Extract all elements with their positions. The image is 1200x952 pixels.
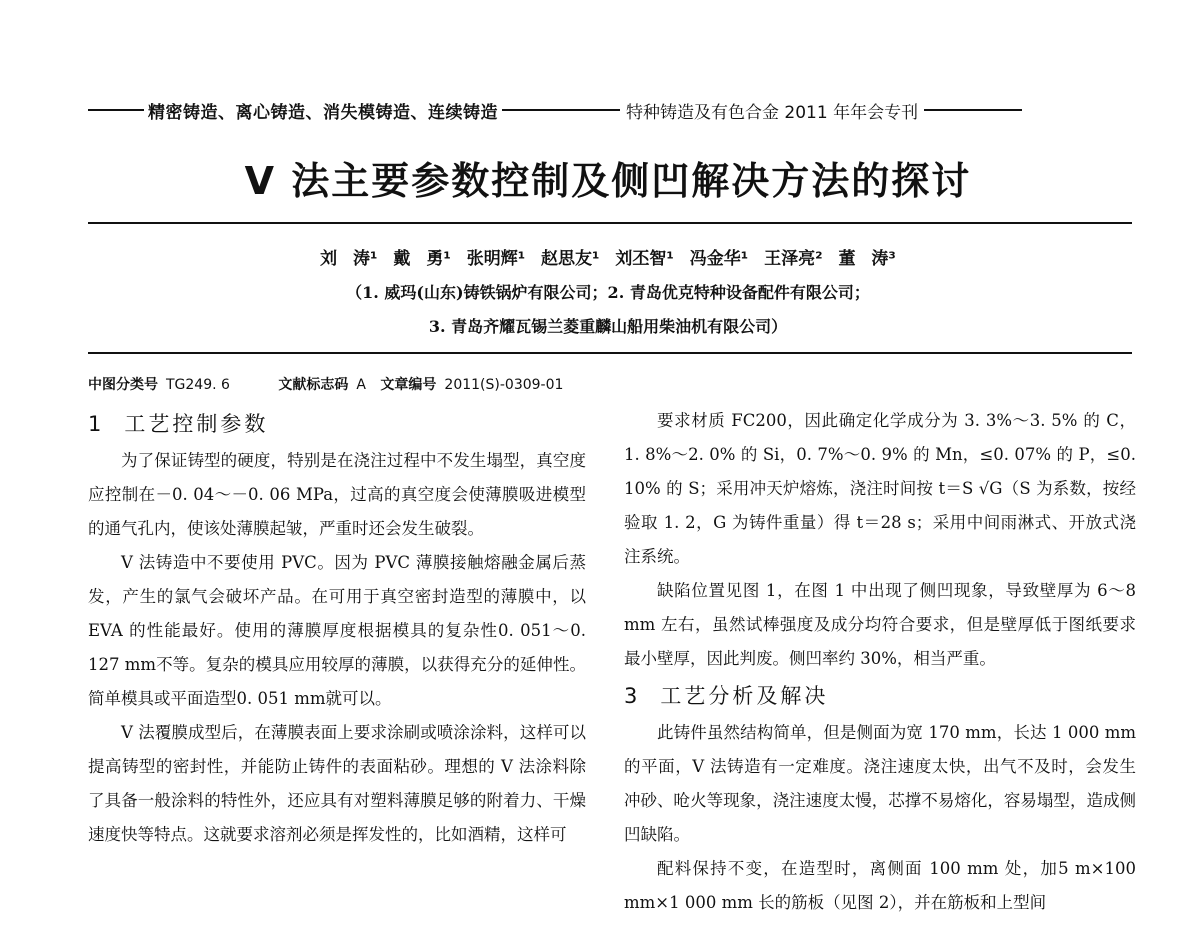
running-head-rule-left <box>88 109 144 111</box>
author-list: 刘 涛¹ 戴 勇¹ 张明辉¹ 赵思友¹ 刘丕智¹ 冯金华¹ 王泽亮² 董 涛³ <box>320 249 896 269</box>
affiliation-line-1: （1. 威玛(山东)铸铁锅炉有限公司；2. 青岛优克特种设备配件有限公司； <box>346 283 870 302</box>
section-1-heading <box>88 404 586 444</box>
clc-value: TG249. 6 <box>166 377 230 393</box>
article-number-label: 文章编号 <box>380 377 437 393</box>
paragraph: 此铸件虽然结构简单，但是侧面为宽 170 mm，长达 1 000 mm 的平面，V 法铸造有一定难度。浇注速度太快，出气不及时，会发生冲砂、呛火等现象，浇注速度太慢，芯撑不易熔化，容易塌型，造成侧凹缺陷。 <box>624 723 1136 844</box>
affiliation-line-2: 3. 青岛齐耀瓦锡兰菱重麟山船用柴油机有限公司） <box>428 317 788 336</box>
paragraph: 为了保证铸型的硬度，特别是在浇注过程中不发生塌型，真空度应控制在－0. 04～－0. 06 MPa，过高的真空度会使薄膜吸进模型的通气孔内，使该处薄膜起皱，严重时还会发生破裂。 <box>88 451 586 538</box>
section-3-title: 工艺分析及解决 <box>660 684 829 708</box>
article-metadata <box>88 374 1128 394</box>
paragraph: 缺陷位置见图 1，在图 1 中出现了侧凹现象，导致壁厚为 6～8 mm 左右，虽然试棒强度及成分均符合要求，但是壁厚低于图纸要求最小壁厚，因此判废。侧凹率约 30%，相当严重。 <box>624 581 1136 668</box>
running-head <box>88 96 1128 124</box>
header-divider <box>88 352 1132 354</box>
doc-code-value: A <box>356 377 366 393</box>
paragraph: 要求材质 FC200，因此确定化学成分为 3. 3%～3. 5% 的 C，1. 8%～2. 0% 的 Si，0. 7%～0. 9% 的 Mn，≤0. 07% 的 P，≤0. 10% 的 S；采用冲天炉熔炼，浇注时间按 t＝S √G（S 为系数，按经验取 1. 2，G 为铸件重量）得 t＝28 s；采用中间雨淋式、开放式浇注系统。 <box>624 411 1136 566</box>
article-title: V 法主要参数控制及侧凹解决方法的探讨 <box>244 159 972 203</box>
running-head-rule-middle <box>502 109 620 111</box>
section-3-number: 3 <box>624 684 641 708</box>
clc-label: 中图分类号 <box>88 377 158 393</box>
running-head-right-text: 特种铸造及有色合金 2011 年年会专刊 <box>626 102 919 123</box>
section-1-number: 1 <box>88 412 105 436</box>
paragraph: V 法铸造中不要使用 PVC。因为 PVC 薄膜接触熔融金属后蒸发，产生的氯气会破坏产品。在可用于真空密封造型的薄膜中，以 EVA 的性能最好。使用的薄膜厚度根据模具的复杂性0. 051～0. 127 mm不等。复杂的模具应用较厚的薄膜，以获得充分的延伸性。简单模具或平面造型0. 051 mm就可以。 <box>88 553 586 708</box>
running-head-left-text: 精密铸造、离心铸造、消失模铸造、连续铸造 <box>148 102 498 123</box>
section-3-heading <box>624 676 1136 716</box>
paragraph: 配料保持不变，在造型时，离侧面 100 mm 处，加5 m×100 mm×1 000 mm 长的筋板（见图 2），并在筋板和上型间 <box>624 859 1136 912</box>
doc-code-label: 文献标志码 <box>278 377 349 393</box>
paragraph: V 法覆膜成型后，在薄膜表面上要求涂刷或喷涂涂料，这样可以提高铸型的密封性，并能防止铸件的表面粘砂。理想的 V 法涂料除了具备一般涂料的特性外，还应具有对塑料薄膜足够的附着力、干燥速度快等特点。这就要求溶剂必须是挥发性的，比如酒精，这样可 <box>88 723 586 844</box>
section-1-title: 工艺控制参数 <box>124 412 269 436</box>
title-divider <box>88 222 1132 224</box>
left-column <box>88 404 586 852</box>
article-number-value: 2011(S)-0309-01 <box>444 377 564 393</box>
right-column <box>624 404 1136 920</box>
running-head-rule-right <box>924 109 1022 111</box>
